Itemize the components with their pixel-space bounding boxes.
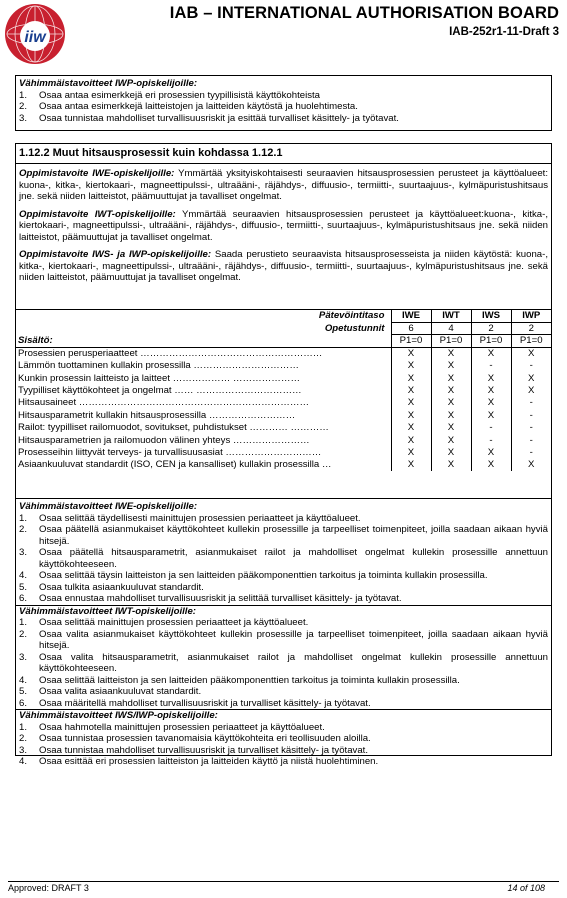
item-text: Osaa selittää laitteiston ja sen laitteiden pääkomponenttien tarkoitus ja toiminta kullakin prosessilla.: [39, 674, 460, 686]
learning-goal-lead: Oppimistavoite IWE-opiskelijoille:: [19, 168, 175, 179]
mark-cell: X: [471, 397, 511, 409]
content-item: Prosesseihin liittyvät terveys- ja turvallisuusasiat …………………………: [18, 446, 322, 458]
content-table: [16, 310, 551, 471]
column-header: IWS: [471, 310, 511, 322]
p-cell: P1=0: [431, 335, 471, 348]
content-item: Hitsausaineet ………………………………………………………………: [18, 397, 310, 409]
mark-cell: X: [511, 372, 551, 384]
qualification-level-label: Pätevöintitaso: [318, 310, 385, 322]
content-item: Hitsausparametrit kullakin hitsausprosessilla ………………………: [18, 409, 296, 421]
footer-approval: Approved: DRAFT 3: [8, 883, 89, 893]
mark-cell: X: [431, 360, 471, 372]
table-hours-row: [16, 322, 551, 335]
content-item: Railot: tyypilliset railomuodot, sovitukset, puhdistukset ………… …………: [18, 422, 329, 434]
item-text: Osaa valita hitsausparametrit, asianmukaiset railot ja mahdolliset ongelmat kullekin prosessille annettuun käyttökohteeseen.: [39, 651, 548, 674]
table-row: [16, 385, 551, 397]
item-text: Osaa määritellä mahdolliset turvallisuusriskit ja turvalliset käsittely- ja työtavat.: [39, 697, 371, 709]
contents-label: Sisältö:: [16, 335, 391, 348]
mark-cell: X: [431, 434, 471, 446]
mark-cell: X: [391, 397, 431, 409]
mark-cell: X: [431, 409, 471, 421]
table-row: [16, 347, 551, 359]
table-row: [16, 397, 551, 409]
item-text: Osaa tunnistaa mahdolliset turvallisuusriskit ja esittää turvalliset käsittely- ja työtavat.: [39, 112, 399, 124]
list-item: [19, 547, 548, 570]
mark-cell: X: [431, 385, 471, 397]
list-item: [19, 570, 548, 582]
mark-cell: X: [471, 372, 511, 384]
item-number: 6.: [19, 593, 28, 604]
section-intro-box: [15, 163, 552, 310]
mark-cell: X: [391, 434, 431, 446]
list-item: [19, 675, 548, 687]
list-item: [19, 582, 548, 594]
item-text: Osaa tunnistaa mahdolliset turvallisuusriskit ja turvalliset käsittely- ja työtavat.: [39, 744, 368, 756]
table-row: [16, 372, 551, 384]
item-number: 1.: [19, 89, 28, 101]
learning-goal-paragraph: [19, 249, 548, 284]
mark-cell: X: [391, 422, 431, 434]
list-item: [19, 722, 548, 734]
item-text: Osaa päätellä hitsausparametrit, asianmukaiset railot ja mahdolliset ongelmat kullekin prosessille annettuun käyttökohteeseen.: [39, 547, 548, 570]
document-id: IAB-252r1-11-Draft 3: [449, 26, 559, 38]
column-header: IWP: [511, 310, 551, 322]
list-item: [19, 90, 548, 102]
learning-goal-text: Saada perustieto seuraavista hitsausprosesseista ja niiden käytöstä: kuona-, kitka-, kiertokaari-, magneettipulssi-, ultraääni-, räjähdys-, diffuusio-, termiitti-, suurtaajuus-, kylmäpuristushitsaus jne. sekä niiden laitteistot, päämuuttujat ja tavalliset ongelmat.: [19, 249, 548, 283]
mark-cell: X: [471, 347, 511, 359]
item-text: Osaa selittää mainittujen prosessien periaatteet ja käyttöalueet.: [39, 617, 309, 628]
mark-cell: X: [391, 347, 431, 359]
mark-cell: -: [511, 434, 551, 446]
column-header: IWE: [391, 310, 431, 322]
item-text: Osaa selittää täysin laitteiston ja sen laitteiden pääkomponenttien tarkoitus ja toiminta kullakin prosessilla.: [39, 570, 488, 581]
list-item: [19, 593, 548, 605]
teaching-hours-label: Opetustunnit: [324, 322, 385, 334]
mark-cell: X: [511, 459, 551, 471]
item-number: 2.: [19, 628, 28, 640]
item-text: Osaa selittää täydellisesti mainittujen prosessien periaatteet ja käyttöalueet.: [39, 512, 361, 524]
list-item: [19, 101, 548, 113]
content-item: Prosessien perusperiaatteet …………………………………………………: [18, 348, 323, 360]
mark-cell: X: [431, 447, 471, 459]
list-item: [19, 113, 548, 125]
iiw-logo: [4, 3, 66, 65]
list-item: [19, 652, 548, 675]
item-text: Osaa päätellä asianmukaiset käyttökohteet kullekin prosessille ja tarpeelliset toimenpiteet, joilla saadaan aikaan hyviä hitsejä.: [39, 524, 548, 547]
mark-cell: -: [511, 409, 551, 421]
mark-cell: -: [471, 422, 511, 434]
page-title: IAB – INTERNATIONAL AUTHORISATION BOARD: [169, 4, 559, 22]
page-number: 14 of 108: [507, 883, 545, 893]
learning-goal-text: Ymmärtää seuraavien hitsausprosessien perusteet ja käyttöalueet:kuona-, kitka-, kiertokaari-, magneettipulssi-, ultraääni-, räjähdys-, diffuusio-, termiitti-, suurtaajuus-, kylmäpuristushitsaus jne. sekä niiden laitteistot, päämuuttujat ja tavalliset ongelmat.: [19, 208, 548, 243]
item-text: Osaa hahmotella mainittujen prosessien periaatteet ja käyttöalueet.: [39, 721, 325, 733]
hours-cell: 2: [511, 322, 551, 335]
mark-cell: X: [431, 397, 471, 409]
objectives-list: [19, 722, 548, 768]
item-number: 4.: [19, 674, 28, 686]
top-objectives-box: [15, 75, 552, 131]
item-number: 1.: [19, 721, 28, 733]
learning-goal-lead: Oppimistavoite IWT-opiskelijoille:: [19, 208, 176, 220]
list-item: [19, 617, 548, 629]
p-cell: P1=0: [391, 335, 431, 348]
learning-goal-paragraph: [19, 168, 548, 203]
objectives-title: Vähimmäistavoitteet IWE-opiskelijoille:: [19, 501, 198, 512]
logo-text: iiw: [24, 29, 46, 46]
item-text: Osaa valita asianmukaiset käyttökohteet kullekin prosessille ja tarpeelliset toimenpiteet, joilla saadaan aikaan hyviä hitsejä.: [39, 628, 548, 651]
item-number: 5.: [19, 686, 28, 697]
table-row: [16, 409, 551, 421]
objectives-title: Vähimmäistavoitteet IWS/IWP-opiskelijoille:: [19, 710, 218, 721]
list-item: [19, 524, 548, 547]
item-text: Osaa tulkita asiaankuuluvat standardit.: [39, 581, 204, 593]
section-heading: 1.12.2 Muut hitsausprosessit kuin kohdassa 1.12.1: [15, 143, 552, 164]
objectives-title: Vähimmäistavoitteet IWP-opiskelijoille:: [19, 78, 198, 89]
item-number: 1.: [19, 617, 28, 628]
list-item: [19, 733, 548, 745]
mark-cell: X: [391, 447, 431, 459]
objectives-list: [19, 90, 548, 125]
item-text: Osaa antaa esimerkkejä eri prosessien tyypillisistä käyttökohteista: [39, 89, 321, 101]
mark-cell: -: [511, 360, 551, 372]
table-contents-row: [16, 335, 551, 348]
item-text: Osaa antaa esimerkkejä laitteistojen ja laitteiden käytöstä ja huolehtimesta.: [39, 101, 358, 112]
item-text: Osaa tunnistaa prosessien tavanomaisia käyttökohteita eri teollisuuden aloilla.: [39, 733, 371, 744]
mark-cell: -: [511, 422, 551, 434]
item-number: 4.: [19, 570, 28, 581]
item-number: 6.: [19, 697, 28, 709]
item-number: 3.: [19, 547, 28, 558]
mark-cell: X: [431, 372, 471, 384]
objectives-title: Vähimmäistavoitteet IWT-opiskelijoille:: [19, 605, 196, 617]
table-row: [16, 434, 551, 446]
item-number: 3.: [19, 651, 28, 663]
mark-cell: X: [391, 360, 431, 372]
content-item: Lämmön tuottaminen kullakin prosessilla ……………………………: [18, 360, 299, 372]
list-item: [19, 686, 548, 698]
item-number: 2.: [19, 524, 28, 535]
item-number: 3.: [19, 744, 28, 756]
table-row: [16, 447, 551, 459]
list-item: [19, 745, 548, 757]
mark-cell: X: [511, 347, 551, 359]
p-cell: P1=0: [511, 335, 551, 348]
column-header: IWT: [431, 310, 471, 322]
mark-cell: -: [511, 397, 551, 409]
item-text: Osaa esittää eri prosessien laitteiston ja laitteiden käyttö ja niistä huolehtiminen.: [39, 756, 379, 767]
objectives-group: [19, 501, 548, 605]
mark-cell: X: [431, 459, 471, 471]
mark-cell: X: [471, 447, 511, 459]
mark-cell: X: [471, 385, 511, 397]
content-item: Tyypilliset käyttökohteet ja ongelmat …… ……………………………: [18, 385, 302, 396]
hours-cell: 2: [471, 322, 511, 335]
table-row: [16, 422, 551, 434]
mark-cell: X: [431, 422, 471, 434]
objectives-list: [19, 513, 548, 605]
list-item: [19, 756, 548, 768]
hours-cell: 4: [431, 322, 471, 335]
list-item: [19, 629, 548, 652]
objectives-group: [16, 709, 551, 768]
table-row: [16, 360, 551, 372]
item-number: 2.: [19, 101, 28, 112]
footer-divider: [8, 881, 559, 882]
mark-cell: X: [391, 385, 431, 397]
item-number: 2.: [19, 733, 28, 744]
mark-cell: -: [511, 447, 551, 459]
mark-cell: X: [471, 409, 511, 421]
learning-goal-paragraph: [19, 209, 548, 244]
mark-cell: -: [471, 434, 511, 446]
item-text: Osaa valita asiaankuuluvat standardit.: [39, 686, 202, 697]
content-item: Hitsausparametrien ja railomuodon välinen yhteys ……………………: [18, 434, 310, 446]
mark-cell: X: [391, 409, 431, 421]
learning-goal-text: Ymmärtää yksityiskohtaisesti seuraavien hitsausprosessien perusteet ja käyttöalueet: kuona-, kitka-, kiertokaari-, magneettipulssi-, ultraääni-, räjähdys-, diffuusio-, termiitti-, suurtaajuus-, kylmäpuristushitsaus jne. sekä niiden laitteistot, päämuuttujat ja tavalliset ongelmat.: [19, 168, 548, 202]
content-table-box: [15, 309, 552, 499]
item-number: 3.: [19, 112, 28, 124]
mark-cell: X: [431, 347, 471, 359]
objectives-list: [19, 617, 548, 709]
list-item: [19, 513, 548, 525]
item-text: Osaa ennustaa mahdolliset turvallisuusriskit ja selittää turvalliset käsittely- ja työtavat.: [39, 593, 402, 604]
item-number: 4.: [19, 756, 28, 767]
hours-cell: 6: [391, 322, 431, 335]
list-item: [19, 698, 548, 710]
item-number: 5.: [19, 581, 28, 593]
p-cell: P1=0: [471, 335, 511, 348]
mark-cell: X: [511, 385, 551, 397]
objectives-group: [16, 605, 551, 710]
mark-cell: -: [471, 360, 511, 372]
item-number: 1.: [19, 512, 28, 524]
table-row: [16, 459, 551, 471]
learning-goal-lead: Oppimistavoite IWS- ja IWP-opiskelijoille:: [19, 249, 212, 260]
mark-cell: X: [391, 372, 431, 384]
content-item: Kunkin prosessin laitteisto ja laitteet ……………… …………………: [18, 372, 301, 384]
objectives-box: [15, 498, 552, 767]
table-header-row: [16, 310, 551, 322]
content-item: Asiaankuuluvat standardit (ISO, CEN ja kansalliset) kullakin prosessilla …: [18, 459, 332, 471]
mark-cell: X: [471, 459, 511, 471]
mark-cell: X: [391, 459, 431, 471]
